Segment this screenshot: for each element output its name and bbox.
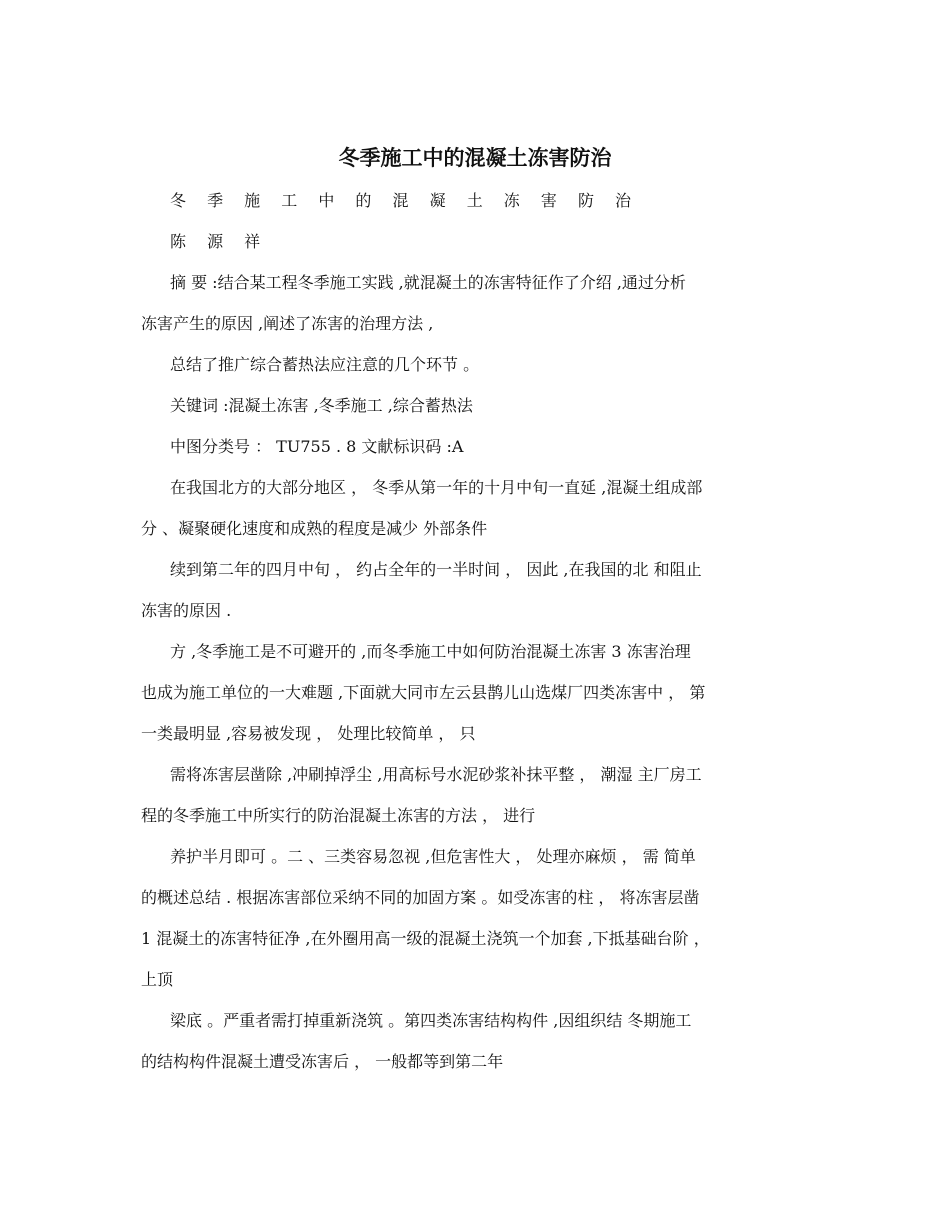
body-line: 续到第二年的四月中旬 ， 约占全年的一半时间 ， 因此 ,在我国的北 和阻止 bbox=[170, 560, 702, 579]
body-line: 1 混凝土的冻害特征净 ,在外圈用高一级的混凝土浇筑一个加套 ,下抵基础台阶 ， bbox=[141, 929, 710, 948]
body-line: 养护半月即可 。二 、三类容易忽视 ,但危害性大 ， 处理亦麻烦 ， 需 简单 bbox=[170, 847, 696, 866]
body-line: 程的冬季施工中所实行的防治混凝土冻害的方法 ， 进行 bbox=[141, 806, 536, 825]
body-line: 的概述总结 . 根据冻害部位采纳不同的加固方案 。如受冻害的柱 ， 将冻害层凿 bbox=[141, 888, 700, 907]
keywords-line: 关键词 :混凝土冻害 ,冬季施工 ,综合蓄热法 bbox=[170, 396, 473, 415]
abstract-line: 冻害产生的原因 ,阐述了冻害的治理方法 , bbox=[141, 314, 434, 333]
abstract-line: 总结了推广综合蓄热法应注意的几个环节 。 bbox=[170, 355, 480, 374]
author-line: 陈 源 祥 bbox=[170, 232, 269, 251]
body-line: 一类最明显 ,容易被发现 ， 处理比较简单 ， 只 bbox=[141, 724, 476, 743]
abstract-line: 摘 要 :结合某工程冬季施工实践 ,就混凝土的冻害特征作了介绍 ,通过分析 bbox=[170, 273, 686, 292]
body-line: 的结构构件混凝土遭受冻害后 ， 一般都等到第二年 bbox=[141, 1052, 504, 1071]
body-line: 在我国北方的大部分地区 ， 冬季从第一年的十月中旬一直延 ,混凝土组成部 bbox=[170, 478, 703, 497]
body-line: 上顶 bbox=[141, 970, 174, 989]
subtitle-line: 冬 季 施 工 中 的 混 凝 土 冻 害 防 治 bbox=[170, 191, 640, 210]
body-line: 梁底 。严重者需打掉重新浇筑 。第四类冻害结构构件 ,因组织结 冬期施工 bbox=[170, 1011, 692, 1030]
body-line: 分 、凝聚硬化速度和成熟的程度是减少 外部条件 bbox=[141, 519, 488, 538]
body-line: 需将冻害层凿除 ,冲刷掉浮尘 ,用高标号水泥砂浆补抹平整 ， 潮湿 主厂房工 bbox=[170, 765, 702, 784]
body-line: 也成为施工单位的一大难题 ,下面就大同市左云县鹊儿山选煤厂四类冻害中 ， 第 bbox=[141, 683, 706, 702]
classification-line: 中图分类号 ： TU755 . 8 文献标识码 :A bbox=[170, 437, 464, 456]
body-line: 冻害的原因 . bbox=[141, 601, 232, 620]
document-title: 冬季施工中的混凝土冻害防治 bbox=[338, 145, 612, 170]
body-line: 方 ,冬季施工是不可避开的 ,而冬季施工中如何防治混凝土冻害 3 冻害治理 bbox=[170, 642, 691, 661]
